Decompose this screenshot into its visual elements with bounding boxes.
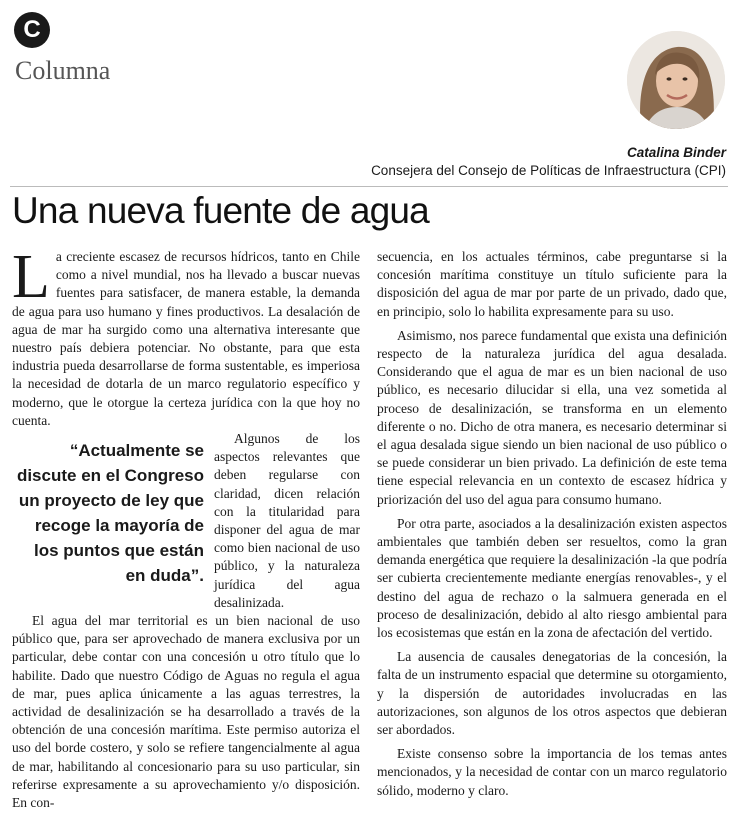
column-badge: C <box>14 12 50 48</box>
section-label: Columna <box>15 56 111 85</box>
paragraph: Asimismo, nos parece fundamental que exista una definición respecto de la naturaleza jurídica del agua desalada. Considerando que el agua de mar es un bien nacional de uso público, es necesario dilucidar si ella, una vez sometida al proceso de desalinización, se transforma en un elemento diferente o no. Dicho de otra manera, es necesario determinar si el agua desalada sigue siendo un bien nacional de uso público o se puede considerar un bien privado. La definición de este tema tiene especial relevancia en un contexto de escasez hídrica y priorización del uso del agua para consumo humano. <box>377 327 727 507</box>
paragraph: Por otra parte, asociados a la desalinización existen aspectos ambientales que también deben ser resueltos, como la gran demanda energética que requiere la desalinización -la que podría ser cubierta crecientemente mediante energías renovables-, y el destino del agua de rechazo o la salmuera generada en el proceso de desalinización, debido al alto riesgo ambiental para los ecosistemas que están en la zona de afectación del vertido. <box>377 515 727 641</box>
paragraph: Existe consenso sobre la importancia de los temas antes mencionados, y la necesidad de contar con un marco regulatorio sólido, moderno y claro. <box>377 746 727 798</box>
drop-cap: L <box>12 243 50 311</box>
paragraph: El agua del mar territorial es un bien nacional de uso público que, para ser aprovechado de manera exclusiva por un particular, debe contar con una concesión u otro título que lo habilite. Dado que nuestro Código de Aguas no regula el agua de mar, pues aplica únicamente a las aguas terrestres, la actividad de desalinización se ha desarrollado a través de la obtención de una concesión marítima. Este permiso autoriza el uso del borde costero, y solo se refiere tangencialmente al agua de mar, habilitando al concesionario para su uso particular, sin referirse expresamente a su aprovechamiento y/o disposición. En con- <box>12 613 360 811</box>
paragraph: secuencia, en los actuales términos, cabe preguntarse si la concesión marítima constituye un título suficiente para la disposición del agua de mar por parte de un privado, dado que, en principio, solo lo habilita expresamente para su uso. <box>377 249 727 319</box>
author-role: Consejera del Consejo de Políticas de Infraestructura (CPI) <box>371 163 726 178</box>
paragraph: La ausencia de causales denegatorias de la concesión, la falta de un instrumento espacial que determine su otorgamiento, y la dispersión de autoridades involucradas en las autorizaciones, son algunos de los otros aspectos que debieran ser abordados. <box>377 649 727 738</box>
author-portrait-image <box>627 31 725 129</box>
author-info <box>371 144 726 180</box>
article-column-2 <box>377 248 727 800</box>
article-title: Una nueva fuente de agua <box>12 190 429 231</box>
paragraph: Algunos de los aspectos relevantes que deben regularse con claridad, dicen relación con la titularidad para disponer del agua de mar como bien nacional de uso público, y la naturaleza jurídica del agua desalinizada. <box>214 431 360 610</box>
divider <box>10 186 728 187</box>
author-photo <box>627 31 725 129</box>
pull-quote: “Actualmente se discute en el Congreso un proyecto de ley que recoge la mayoría de los puntos que están en duda”. <box>16 441 204 586</box>
paragraph: La creciente escasez de recursos hídricos, tanto en Chile como a nivel mundial, nos ha llevado a buscar nuevas fuentes para satisfacer, de manera estable, la demanda de agua para uso humano y fines productivos. La desalación de agua de mar ha surgido como una alternativa interesante que nuestro país debiera potenciar. No obstante, para que esta industria pueda desarrollarse de forma sustentable, es imperiosa la necesidad de dotarla de un marco regulatorio específico y moderno, que le otorgue la certeza jurídica con la que hoy no cuenta. <box>12 243 360 428</box>
author-name: Catalina Binder <box>626 145 726 160</box>
article-column-1 <box>12 243 360 812</box>
